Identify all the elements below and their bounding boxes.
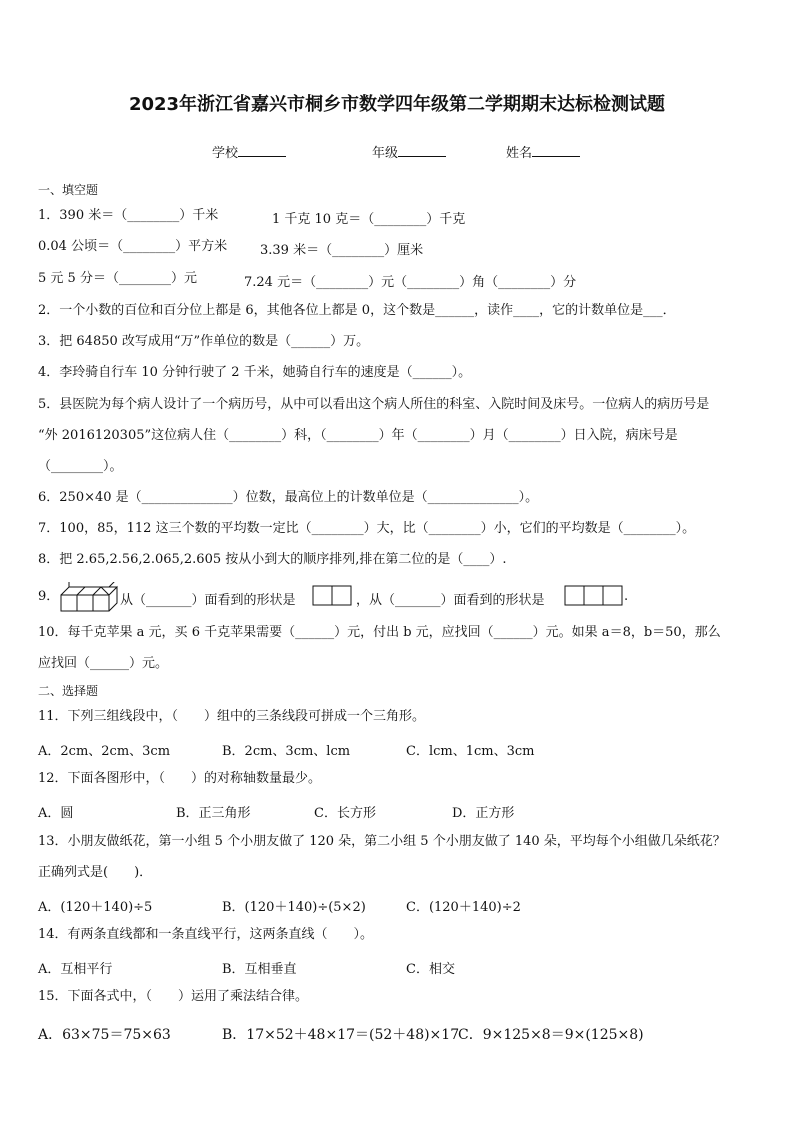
school-label: 学校 xyxy=(212,146,239,161)
q1-line3a: 5 元 5 分＝（________）元 xyxy=(38,271,197,286)
q9-text-b: ，从（_______）面看到的形状是 xyxy=(356,593,545,608)
question-5-line1: 5．县医院为每个病人设计了一个病历号，从中可以看出这个病人所住的科室、入院时间及床号。一位病人的病历号是 xyxy=(38,397,710,412)
question-4: 4．李玲骑自行车 10 分钟行驶了 2 千米，她骑自行车的速度是（______）。 xyxy=(38,365,472,380)
grade-label: 年级 xyxy=(372,146,399,161)
q9-end: . xyxy=(624,589,629,604)
cube-figure-icon xyxy=(60,582,118,614)
shape-view-two-squares-icon xyxy=(312,585,352,607)
name-blank[interactable] xyxy=(532,144,580,157)
section-choice: 二、选择题 xyxy=(38,684,99,698)
q1-line2a: 0.04 公顷＝（________）平方米 xyxy=(38,239,228,254)
q12-option-a[interactable]: A．圆 xyxy=(38,806,74,821)
q11-option-b[interactable]: B．2cm、3cm、lcm xyxy=(222,744,351,759)
question-3: 3．把 64850 改写成用“万”作单位的数是（______）万。 xyxy=(38,334,370,349)
question-9-num: 9． xyxy=(38,589,60,604)
q12-option-d[interactable]: D．正方形 xyxy=(452,806,515,821)
grade-field xyxy=(372,142,446,161)
q1-line1a: 1．390 米＝（________）千米 xyxy=(38,208,219,223)
section-fill-in: 一、填空题 xyxy=(38,183,99,197)
q12-option-b[interactable]: B．正三角形 xyxy=(176,806,251,821)
q11-option-c[interactable]: C．lcm、1cm、3cm xyxy=(406,744,535,759)
question-10-line1: 10．每千克苹果 a 元，买 6 千克苹果需要（______）元，付出 b 元，应找回（______）元。如果 a＝8，b＝50，那么 xyxy=(38,625,721,640)
q1-line1b: 1 千克 10 克＝（________）千克 xyxy=(272,212,466,227)
q15-option-a[interactable]: A．63×75＝75×63 xyxy=(38,1027,171,1043)
q15-option-b[interactable]: B．17×52＋48×17＝(52＋48)×17 xyxy=(222,1027,460,1043)
question-14: 14．有两条直线都和一条直线平行，这两条直线（ ）。 xyxy=(38,927,374,942)
question-5-line3: （________）。 xyxy=(38,459,123,474)
q9-text-a: 从（_______）面看到的形状是 xyxy=(120,593,296,608)
name-field xyxy=(506,142,580,161)
question-5-line2: “外 2016120305”这位病人住（________）科，（________）年（________）月（________）日入院，病床号是 xyxy=(38,428,678,443)
question-12: 12．下面各图形中，（ ）的对称轴数量最少。 xyxy=(38,771,322,786)
question-13-line2: 正确列式是( )． xyxy=(38,865,153,880)
shape-view-three-squares-icon xyxy=(564,585,624,607)
q13-option-a[interactable]: A．(120＋140)÷5 xyxy=(38,900,153,915)
name-label: 姓名 xyxy=(506,146,533,161)
school-blank[interactable] xyxy=(238,144,286,157)
q14-option-c[interactable]: C．相交 xyxy=(406,962,455,977)
question-2: 2．一个小数的百位和百分位上都是 6，其他各位上都是 0，这个数是______，读作____，它的计数单位是___． xyxy=(38,303,676,318)
question-6: 6．250×40 是（______________）位数，最高位上的计数单位是（______________）。 xyxy=(38,490,539,505)
q13-option-c[interactable]: C．(120＋140)÷2 xyxy=(406,900,521,915)
question-7: 7．100，85，112 这三个数的平均数一定比（________）大，比（________）小，它们的平均数是（________）。 xyxy=(38,521,696,536)
q14-option-a[interactable]: A．互相平行 xyxy=(38,962,113,977)
question-11: 11．下列三组线段中，（ ）组中的三条线段可拼成一个三角形。 xyxy=(38,709,426,724)
question-15: 15．下面各式中，（ ）运用了乘法结合律。 xyxy=(38,989,309,1004)
q1-line3b: 7.24 元＝（________）元（________）角（________）分 xyxy=(244,275,577,290)
q12-option-c[interactable]: C．长方形 xyxy=(314,806,376,821)
q15-option-c[interactable]: C．9×125×8＝9×(125×8) xyxy=(458,1027,644,1043)
grade-blank[interactable] xyxy=(398,144,446,157)
school-field xyxy=(212,142,286,161)
q11-option-a[interactable]: A．2cm、2cm、3cm xyxy=(38,744,171,759)
page-title: 2023年浙江省嘉兴市桐乡市数学四年级第二学期期末达标检测试题 xyxy=(128,94,666,115)
q13-option-b[interactable]: B．(120＋140)÷(5×2) xyxy=(222,900,366,915)
question-10-line2: 应找回（______）元。 xyxy=(38,656,169,671)
q14-option-b[interactable]: B．互相垂直 xyxy=(222,962,297,977)
question-13-line1: 13．小朋友做纸花，第一小组 5 个小朋友做了 120 朵，第二小组 5 个小朋友做了 140 朵，平均每个小组做几朵纸花？ xyxy=(38,834,726,849)
q1-line2b: 3.39 米＝（________）厘米 xyxy=(260,243,424,258)
question-8: 8．把 2.65,2.56,2.065,2.605 按从小到大的顺序排列,排在第二位的是（____）. xyxy=(38,552,507,567)
